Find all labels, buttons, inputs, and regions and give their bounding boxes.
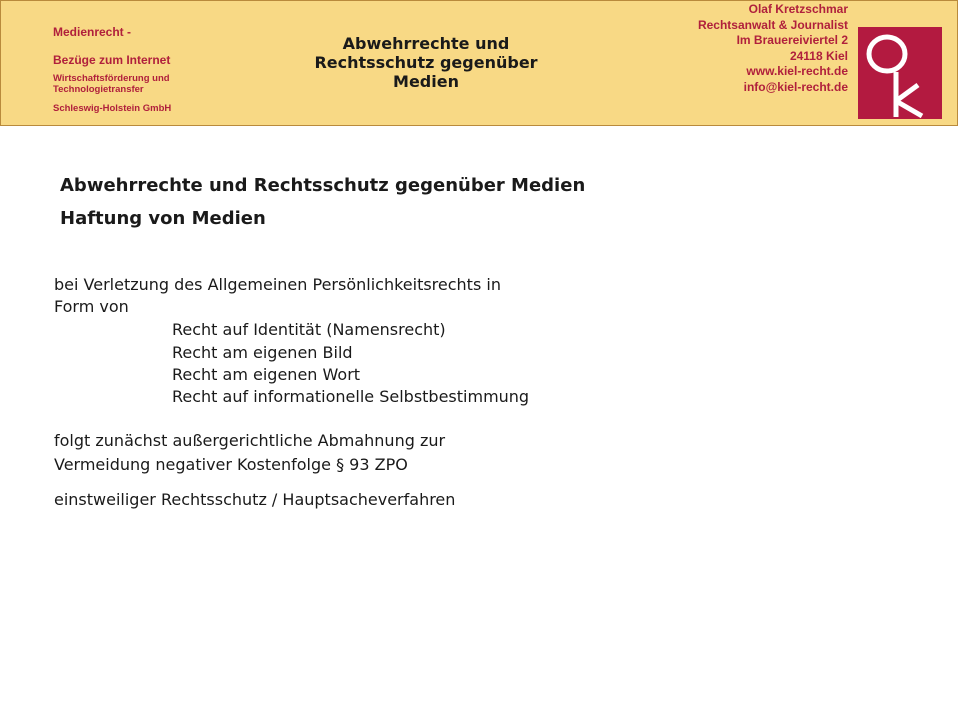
contact-name: Olaf Kretzschmar [748, 2, 848, 16]
intro-line-2: Form von [54, 297, 129, 316]
header-course-title: Medienrecht - [53, 25, 132, 39]
header-slide-title-line1: Abwehrrechte und [342, 34, 510, 53]
list-item: Recht auf Identität (Namensrecht) [172, 320, 446, 339]
header-slide-title [291, 34, 561, 91]
list-item: Recht am eigenen Wort [172, 365, 361, 384]
list-item: Recht am eigenen Bild [172, 343, 353, 362]
list-item: Recht auf informationelle Selbstbestimmung [172, 387, 530, 406]
header-course-subtitle: Bezüge zum Internet [53, 53, 171, 67]
contact-street: Im Brauereiviertel 2 [736, 33, 848, 47]
content-subtitle: Haftung von Medien [60, 208, 266, 229]
header-organization-name: Schleswig-Holstein GmbH [53, 103, 172, 114]
header-organization-line1: Wirtschaftsförderung und [53, 73, 170, 84]
header-slide-title-line2: Rechtsschutz gegenüber [314, 53, 538, 72]
contact-website-link[interactable]: www.kiel-recht.de [746, 64, 848, 78]
header-organization-line2: Technologietransfer [53, 84, 144, 95]
ok-logo [858, 27, 942, 119]
contact-city: 24118 Kiel [789, 49, 848, 63]
contact-profession: Rechtsanwalt & Journalist [697, 18, 848, 32]
header-banner [0, 0, 958, 126]
contact-email-link[interactable]: info@kiel-recht.de [743, 80, 848, 94]
intro-line-1: bei Verletzung des Allgemeinen Persönlichkeitsrechts in [54, 275, 501, 294]
header-slide-title-line3: Medien [393, 72, 459, 91]
paragraph-3: einstweiliger Rechtsschutz / Hauptsacheverfahren [54, 490, 456, 509]
paragraph-2-line-1: folgt zunächst außergerichtliche Abmahnung zur [54, 431, 446, 450]
paragraph-2-line-2: Vermeidung negativer Kostenfolge § 93 ZPO [54, 455, 408, 474]
header-organization [53, 73, 170, 95]
ok-logo-icon [858, 27, 942, 119]
content-title: Abwehrrechte und Rechtsschutz gegenüber Medien [60, 175, 586, 196]
